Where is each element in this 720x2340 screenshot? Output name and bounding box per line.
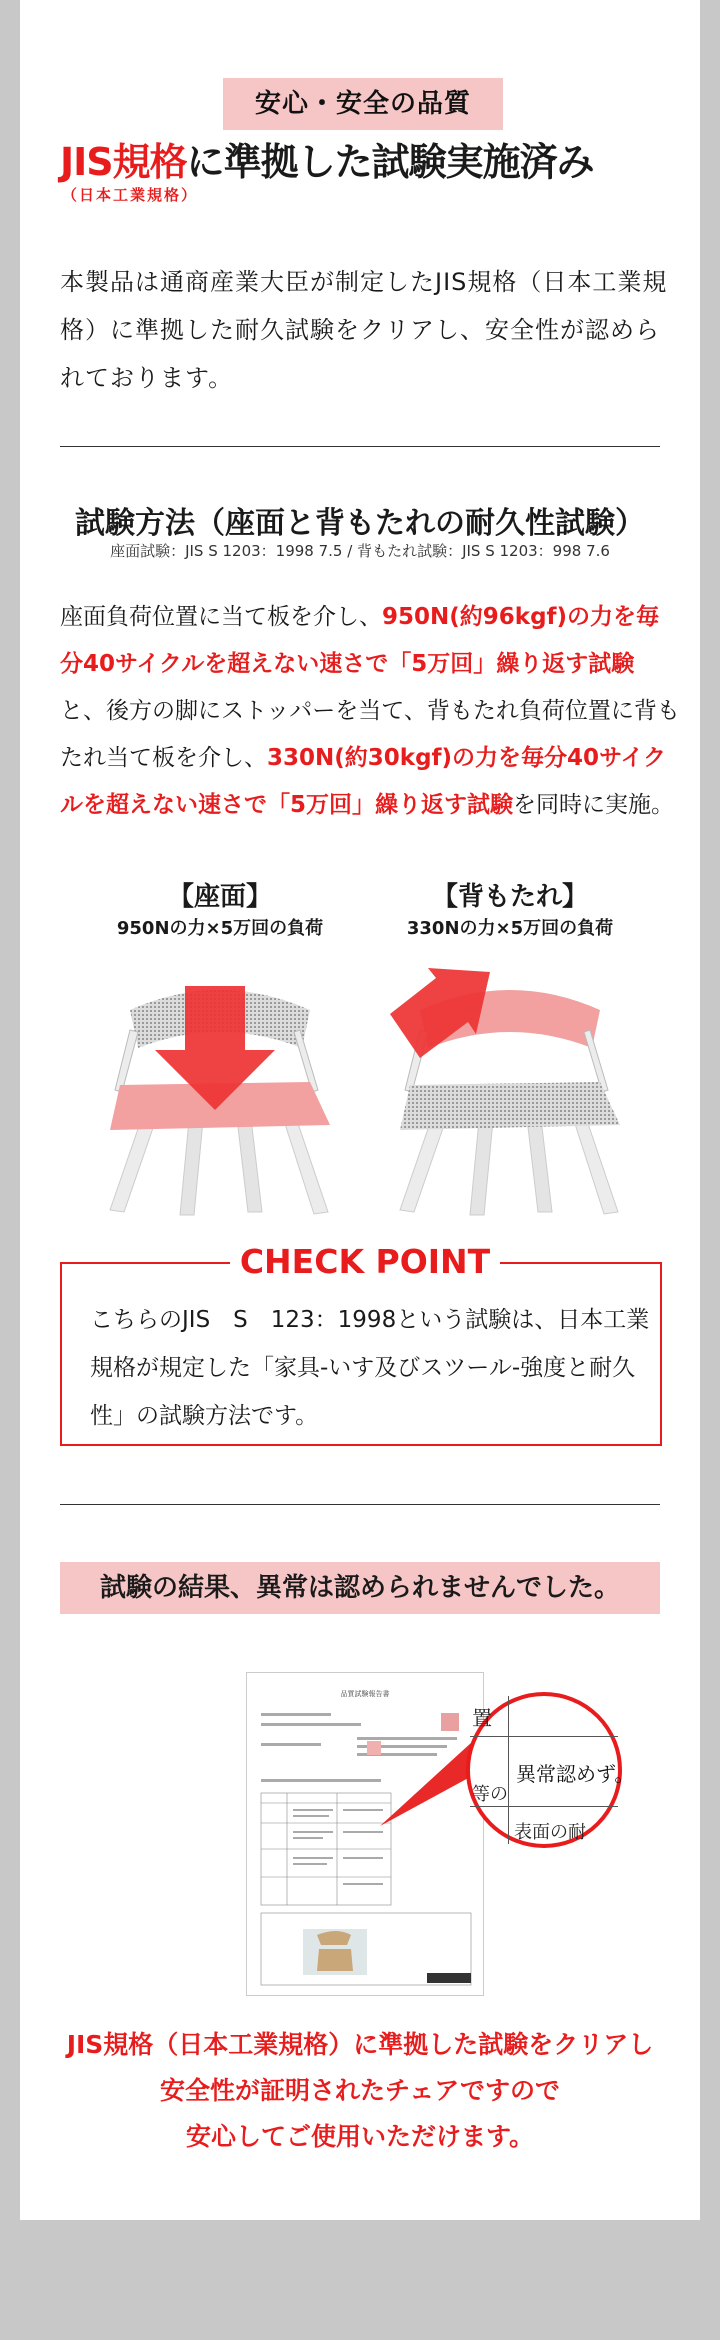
divider xyxy=(60,1504,660,1505)
checkpoint-label: CHECK POINT xyxy=(230,1242,500,1282)
checkpoint-text: こちらのJIS S 123：1998という試験は、日本工業規格が規定した「家具-いす及びスツール-強度と耐久性」の試験方法です。 xyxy=(90,1307,650,1429)
closing-line-1: JIS規格（日本工業規格）に準拠した試験をクリアし xyxy=(66,2030,654,2059)
headline-note: （日本工業規格） xyxy=(62,186,199,204)
headline-jis: JIS規格 xyxy=(60,140,187,184)
method-text-3: と、後方の脚にストッパーを当て、背もたれ負荷位置に背もたれ当て板を介し、 xyxy=(60,698,680,771)
method-text xyxy=(60,594,680,829)
closing-message xyxy=(20,2022,700,2160)
back-figure-title: 【背もたれ】 xyxy=(431,882,588,912)
headline xyxy=(60,134,700,190)
back-test-illustration xyxy=(380,950,640,1220)
zoom-side-text: 等の xyxy=(472,1784,508,1805)
result-banner: 試験の結果、異常は認められませんでした。 xyxy=(60,1562,660,1614)
quality-tag: 安心・安全の品質 xyxy=(223,78,503,130)
divider xyxy=(60,446,660,447)
method-text-seat-highlight: 950N(約96kgf)の力を毎分40サイクルを超えない速さで「5万回」繰り返す試験 xyxy=(60,604,660,677)
closing-line-2: 安全性が証明されたチェアですので xyxy=(159,2076,560,2105)
intro-text: 本製品は通商産業大臣が制定したJIS規格（日本工業規格）に準拠した耐久試験をクリアし、安全性が認められております。 xyxy=(60,268,668,392)
seat-figure-title: 【座面】 xyxy=(167,882,272,912)
zoom-main-text: 異常認めず。 xyxy=(516,1762,635,1786)
zoom-top-text: 置 xyxy=(472,1706,492,1730)
zoom-lens xyxy=(466,1692,635,1848)
diagonal-arrow-icon xyxy=(390,968,490,1058)
seat-figure-caption: 950Nの力×5万回の負荷 xyxy=(116,918,324,939)
chair-seat xyxy=(400,1082,620,1130)
page xyxy=(20,0,700,2220)
headline-rest: に準拠した試験実施済み xyxy=(186,140,594,184)
back-figure-caption: 330Nの力×5万回の負荷 xyxy=(406,918,614,939)
report-title: 品質試験報告書 xyxy=(340,1690,390,1698)
method-title: 試験方法（座面と背もたれの耐久性試験） xyxy=(75,506,645,541)
method-text-1: 座面負荷位置に当て板を介し、 xyxy=(60,604,382,630)
zoom-bottom-text: 表面の耐 xyxy=(514,1822,586,1843)
method-text-5: を同時に実施。 xyxy=(513,792,675,818)
method-subtitle: 座面試験：JIS S 1203：1998 7.5 / 背もたれ試験：JIS S 1203：998 7.6 xyxy=(110,542,610,560)
closing-line-3: 安心してご使用いただけます。 xyxy=(185,2122,534,2151)
method-text-back-highlight: 330N(約30kgf)の力を毎分40サイクルを超えない速さで「5万回」繰り返す試験 xyxy=(60,745,666,818)
seat-test-illustration xyxy=(90,950,350,1220)
callout-pointer-icon xyxy=(380,1742,472,1826)
